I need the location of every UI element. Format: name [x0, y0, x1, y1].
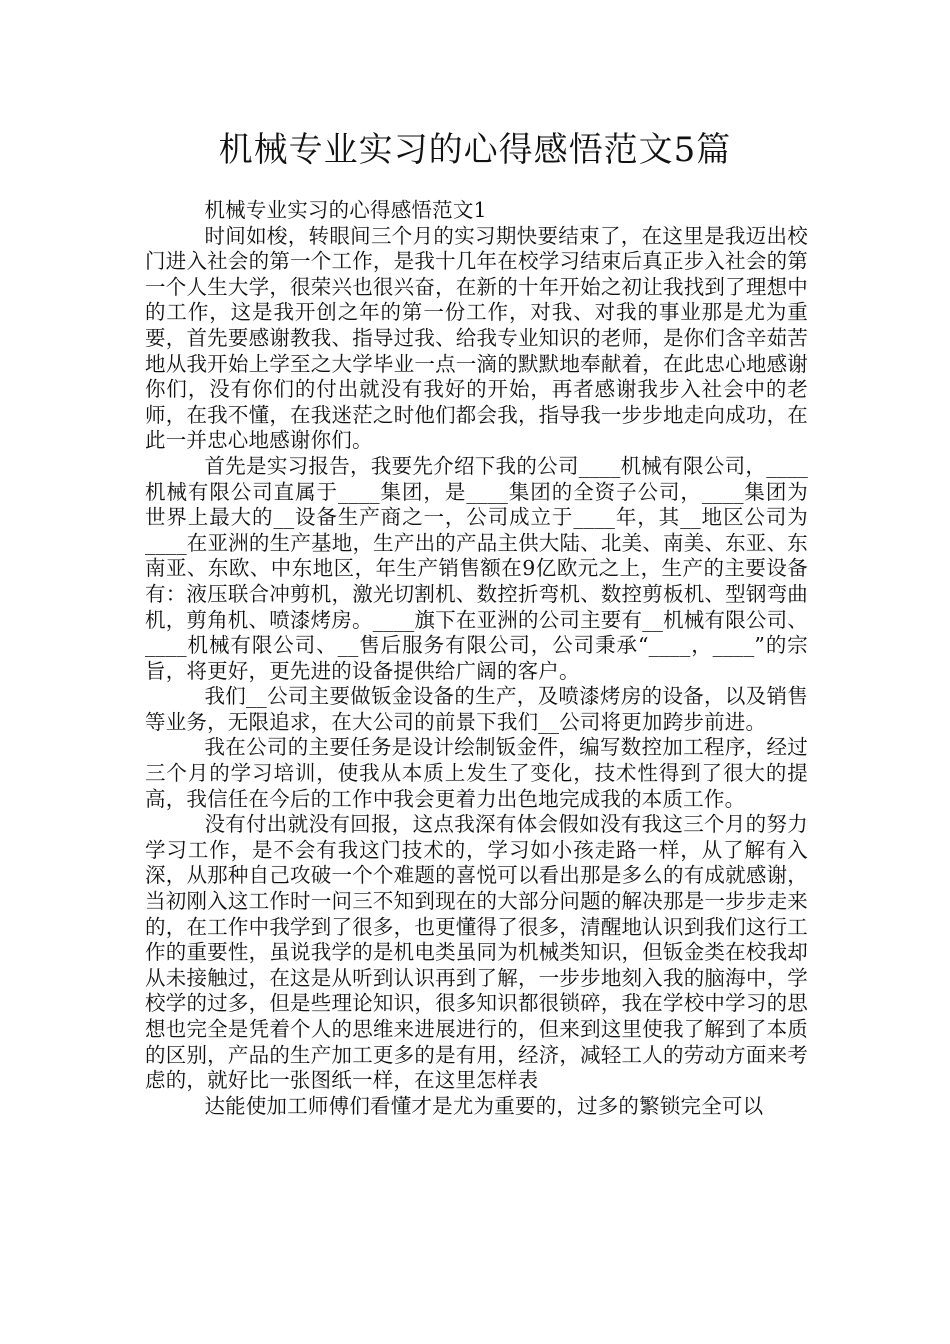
- paragraph: 达能使加工师傅们看懂才是尤为重要的，过多的繁锁完全可以: [204, 1093, 764, 1118]
- paragraph: 没有付出就没有回报，这点我深有体会假如没有我这三个月的努力学习工作，是不会有我这门技术的，学习如小孩走路一样，从了解有入深，从那种自己攻破一个个难题的喜悦可以看出那是多么的有成就感谢，当初刚入这工作时一问三不知到现在的大部分问题的解决那是一步步走来的，在工作中我学到了很多，也更懂得了很多，清醒地认识到我们这行工作的重要性，虽说我学的是机电类虽同为机械类知识，但钣金类在校我却从未接触过，在这是从听到认识再到了解，一步步地刻入我的脑海中，学校学的过多，但是些理论知识，很多知识都很锁碎，我在学校中学习的思想也完全是凭着个人的思维来进展进行的，但来到这里使我了解到了本质的区别，产品的生产加工更多的是有用，经济，减轻工人的劳动方面来考虑的，就好比一张图纸一样，在这里怎样表: [145, 812, 808, 1093]
- document-body: [145, 198, 808, 1119]
- document-title: 机械专业实习的心得感悟范文5篇: [218, 130, 732, 170]
- paragraph: 我在公司的主要任务是设计绘制钣金件，编写数控加工程序，经过三个月的学习培训，使我从本质上发生了变化，技术性得到了很大的提高，我信任在今后的工作中我会更着力出色地完成我的本质工作。: [145, 735, 808, 811]
- section-heading: 机械专业实习的心得感悟范文1: [204, 198, 487, 222]
- paragraph: 首先是实习报告，我要先介绍下我的公司____机械有限公司，____机械有限公司直属于____集团，是____集团的全资子公司，____集团为世界上最大的__设备生产商之一，公司成立于____年，其__地区公司为____在亚洲的生产基地，生产出的产品主供大陆、北美、南美、东亚、东南亚、东欧、中东地区，年生产销售额在9亿欧元之上，生产的主要设备有：液压联合冲剪机，激光切割机、数控折弯机、数控剪板机、型钢弯曲机，剪角机、喷漆烤房。____旗下在亚洲的公司主要有__机械有限公司、____机械有限公司、__售后服务有限公司，公司秉承“____，____”的宗旨，将更好，更先进的设备提供给广阔的客户。: [145, 453, 808, 683]
- paragraph: 我们__公司主要做钣金设备的生产，及喷漆烤房的设备，以及销售等业务，无限追求，在大公司的前景下我们__公司将更加跨步前进。: [145, 684, 808, 734]
- paragraph: 时间如梭，转眼间三个月的实习期快要结束了，在这里是我迈出校门进入社会的第一个工作，是我十几年在校学习结束后真正步入社会的第一个人生大学，很荣兴也很兴奋，在新的十年开始之初让我找到了理想中的工作，这是我开创之年的第一份工作，对我、对我的事业那是尤为重要，首先要感谢教我、指导过我、给我专业知识的老师，是你们含辛茹苦地从我开始上学至之大学毕业一点一滴的默默地奉献着，在此忠心地感谢你们，没有你们的付出就没有我好的开始，再者感谢我步入社会中的老师，在我不懂，在我迷茫之时他们都会我，指导我一步步地走向成功，在此一并忠心地感谢你们。: [145, 223, 808, 453]
